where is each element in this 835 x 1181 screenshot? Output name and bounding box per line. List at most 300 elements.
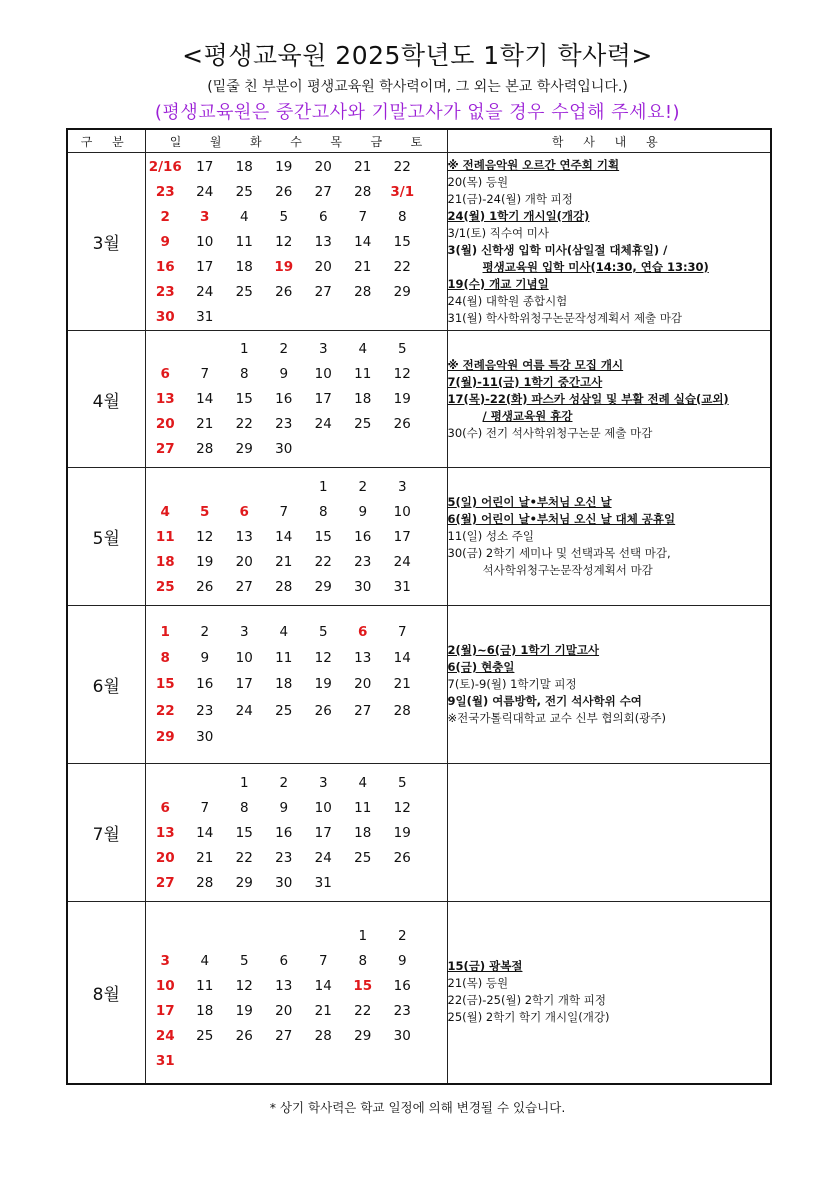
- header-section: 구 분: [67, 129, 145, 153]
- header-day: 일: [169, 134, 182, 149]
- day-cell: 9: [397, 952, 407, 969]
- day-cell: 4: [160, 503, 170, 520]
- day-cell: 18: [354, 391, 372, 407]
- event-item: 평생교육원 입학 미사(14:30, 연습 13:30): [482, 259, 709, 274]
- day-cell: 23: [275, 849, 293, 866]
- day-cell: 23: [155, 283, 175, 300]
- day-cell: 25: [354, 416, 372, 432]
- week-row: [146, 229, 447, 254]
- day-cell: 10: [235, 650, 253, 666]
- event-item: 6(금) 현충일: [447, 660, 515, 674]
- week-row: [146, 998, 447, 1023]
- page-title: <평생교육원 2025학년도 1학기 학사력>: [182, 41, 653, 70]
- day-cell: 6: [160, 366, 170, 382]
- week-row: [146, 524, 447, 549]
- day-cell: 19: [275, 158, 293, 175]
- header-day: 토: [410, 134, 423, 149]
- week-row: [146, 697, 447, 724]
- day-cell: 22: [235, 416, 253, 432]
- day-cell: 31: [155, 1052, 175, 1069]
- day-cell: 27: [275, 1027, 293, 1044]
- day-cell: 24: [314, 849, 332, 866]
- event-item: ※ 전례음악원 오르간 연주회 기획: [447, 157, 620, 172]
- week-row: [146, 845, 447, 870]
- day-cell: 26: [275, 283, 293, 300]
- month-row: [67, 606, 771, 764]
- month-events: [447, 153, 771, 331]
- day-cell: 8: [397, 208, 407, 225]
- day-cell: 28: [196, 874, 214, 891]
- week-row: [146, 387, 447, 412]
- day-cell: 7: [200, 366, 210, 382]
- month-row: [67, 902, 771, 1084]
- day-cell: 1: [239, 774, 249, 791]
- event-item: 31(월) 학사학위청구논문작성계획서 제출 마감: [447, 310, 683, 325]
- event-item: 24(월) 대학원 종합시험: [447, 293, 568, 308]
- day-cell: 4: [279, 624, 289, 640]
- week-row: [146, 474, 447, 499]
- day-cell: 23: [275, 416, 293, 432]
- day-cell: 29: [155, 729, 175, 745]
- week-row: [146, 645, 447, 671]
- week-row: [146, 304, 447, 329]
- day-cell: 9: [358, 503, 368, 520]
- day-cell: 1: [239, 341, 249, 357]
- event-item: 7(토)-9(월) 1학기말 피정: [447, 677, 577, 691]
- event-item: 석사학위청구논문작성계획서 마감: [482, 563, 653, 577]
- event-item: 30(금) 2학기 세미나 및 선택과목 선택 마감,: [447, 546, 671, 560]
- event-item: 21(목) 등원: [447, 976, 509, 991]
- day-cell: 2: [279, 341, 289, 357]
- day-cell: 17: [155, 1002, 175, 1019]
- day-cell: 21: [275, 553, 293, 570]
- day-cell: 27: [354, 702, 372, 719]
- day-cell: 16: [354, 528, 372, 545]
- day-cell: 21: [354, 258, 372, 275]
- week-row: [146, 1048, 447, 1073]
- day-cell: 4: [358, 341, 368, 357]
- day-cell: 2: [200, 624, 210, 640]
- day-cell: 4: [200, 952, 210, 969]
- day-cell: 8: [239, 799, 249, 816]
- event-item: 25(월) 2학기 학기 개시일(개강): [447, 1010, 610, 1025]
- day-cell: 13: [275, 977, 293, 994]
- calendar-body: [67, 153, 771, 1084]
- day-cell: 20: [354, 676, 372, 692]
- day-cell: 10: [393, 503, 411, 520]
- day-cell: 21: [196, 849, 214, 866]
- day-cell: 19: [393, 391, 411, 407]
- day-cell: 21: [314, 1002, 332, 1019]
- day-cell: 17: [196, 158, 214, 175]
- event-item: 5(일) 어린이 날•부처님 오신 날: [447, 495, 612, 509]
- month-label: 4월: [67, 331, 145, 468]
- day-cell: 11: [235, 233, 253, 250]
- month-label: 6월: [67, 606, 145, 764]
- week-row: [146, 279, 447, 304]
- day-cell: 13: [155, 824, 175, 841]
- day-cell: 18: [235, 158, 253, 175]
- week-row: [146, 337, 447, 362]
- day-cell: 1: [358, 927, 368, 944]
- header-row: [67, 129, 771, 153]
- day-cell: 29: [235, 441, 253, 457]
- month-row: [67, 153, 771, 331]
- day-cell: 16: [393, 977, 411, 994]
- day-cell: 30: [354, 578, 372, 595]
- event-item: ※전국가톨릭대학교 교수 신부 협의회(광주): [447, 711, 666, 725]
- day-cell: 11: [354, 799, 372, 816]
- day-cell: 20: [155, 416, 175, 432]
- event-item: / 평생교육원 휴강: [482, 408, 573, 423]
- day-cell: 25: [196, 1027, 214, 1044]
- day-cell: 21: [393, 676, 411, 692]
- day-cell: 30: [196, 729, 214, 745]
- day-cell: 9: [279, 799, 289, 816]
- day-cell: 28: [354, 183, 372, 200]
- day-cell: 21: [196, 416, 214, 432]
- week-row: [146, 1023, 447, 1048]
- day-cell: 5: [239, 952, 249, 969]
- day-cell: 18: [196, 1002, 214, 1019]
- day-cell: 26: [196, 578, 214, 595]
- month-events: [447, 331, 771, 468]
- day-cell: 29: [235, 874, 253, 891]
- day-cell: 24: [196, 183, 214, 200]
- day-cell: 12: [196, 528, 214, 545]
- day-cell: 23: [354, 553, 372, 570]
- day-cell: 2/16: [148, 158, 182, 175]
- month-events: [447, 902, 771, 1084]
- academic-calendar-table: [66, 128, 772, 1085]
- day-cell: 26: [275, 183, 293, 200]
- event-item: 22(금)-25(월) 2학기 개학 피정: [447, 993, 607, 1008]
- day-cell: 3: [318, 341, 328, 357]
- day-cell: 22: [393, 158, 411, 175]
- day-cell: 10: [155, 977, 175, 994]
- day-cell: 3: [239, 624, 249, 640]
- day-cell: 13: [155, 391, 175, 407]
- day-cell: 15: [353, 977, 373, 994]
- day-cell: 15: [235, 824, 253, 841]
- day-cell: 12: [393, 366, 411, 382]
- day-cell: 6: [279, 952, 289, 969]
- day-cell: 28: [393, 702, 411, 719]
- week-row: [146, 549, 447, 574]
- day-cell: 1: [160, 624, 170, 640]
- day-cell: 25: [235, 183, 253, 200]
- day-cell: 29: [314, 578, 332, 595]
- week-row: [146, 820, 447, 845]
- event-item: 17(목)-22(화) 파스카 성삼일 및 부활 전례 실습(교외): [447, 391, 729, 406]
- day-cell: 26: [393, 416, 411, 432]
- event-item: 24(월) 1학기 개시일(개강): [447, 208, 590, 223]
- day-cell: 27: [235, 578, 253, 595]
- day-cell: 26: [235, 1027, 253, 1044]
- event-item: ※ 전례음악원 여름 특강 모집 개시: [447, 357, 624, 372]
- day-cell: 6: [160, 799, 170, 816]
- day-cell: 29: [393, 283, 411, 300]
- day-cell: 25: [155, 578, 175, 595]
- day-cell: 12: [235, 977, 253, 994]
- day-cell: 6: [239, 503, 249, 520]
- day-cell: 23: [155, 183, 175, 200]
- day-cell: 18: [235, 258, 253, 275]
- day-cell: 20: [314, 158, 332, 175]
- day-cell: 30: [155, 308, 175, 325]
- day-cell: 7: [279, 503, 289, 520]
- footnote: * 상기 학사력은 학교 일정에 의해 변경될 수 있습니다.: [269, 1100, 566, 1115]
- day-cell: 22: [393, 258, 411, 275]
- day-cell: 22: [155, 702, 175, 719]
- event-item: 3/1(토) 직수여 미사: [447, 225, 549, 240]
- day-cell: 28: [354, 283, 372, 300]
- day-cell: 24: [196, 283, 214, 300]
- day-cell: 4: [239, 208, 249, 225]
- month-days: [145, 331, 447, 468]
- day-cell: 12: [314, 650, 332, 666]
- event-item: 11(일) 성소 주일: [447, 529, 534, 543]
- day-cell: 11: [196, 977, 214, 994]
- day-cell: 26: [314, 702, 332, 719]
- day-cell: 22: [354, 1002, 372, 1019]
- event-item: 19(수) 개교 기념일: [447, 276, 549, 291]
- day-cell: 19: [196, 553, 214, 570]
- day-cell: 20: [155, 849, 175, 866]
- day-cell: 28: [314, 1027, 332, 1044]
- day-cell: 17: [196, 258, 214, 275]
- week-row: [146, 204, 447, 229]
- day-cell: 21: [354, 158, 372, 175]
- month-days: [145, 764, 447, 902]
- day-cell: 19: [274, 258, 294, 275]
- day-cell: 2: [279, 774, 289, 791]
- week-row: [146, 973, 447, 998]
- day-cell: 3: [397, 478, 407, 495]
- header-day: 월: [209, 134, 222, 149]
- day-cell: 19: [314, 676, 332, 692]
- day-cell: 16: [275, 391, 293, 407]
- event-item: 9일(월) 여름방학, 전기 석사학위 수여: [447, 694, 642, 708]
- day-cell: 5: [279, 208, 289, 225]
- day-cell: 19: [393, 824, 411, 841]
- day-cell: 22: [235, 849, 253, 866]
- day-cell: 5: [397, 774, 407, 791]
- day-cell: 11: [155, 528, 175, 545]
- day-cell: 1: [318, 478, 328, 495]
- day-cell: 5: [200, 503, 210, 520]
- day-cell: 30: [275, 874, 293, 891]
- week-row: [146, 362, 447, 387]
- month-events: [447, 606, 771, 764]
- month-label: 7월: [67, 764, 145, 902]
- week-row: [146, 870, 447, 895]
- day-cell: 13: [354, 650, 372, 666]
- day-cell: 17: [393, 528, 411, 545]
- day-cell: 29: [354, 1027, 372, 1044]
- day-cell: 7: [318, 952, 328, 969]
- subtitle-note: (밑줄 친 부분이 평생교육원 학사력이며, 그 외는 본교 학사력입니다.): [207, 79, 628, 95]
- month-label: 3월: [67, 153, 145, 331]
- day-cell: 24: [235, 702, 253, 719]
- day-cell: 18: [155, 553, 175, 570]
- day-cell: 20: [275, 1002, 293, 1019]
- day-cell: 5: [397, 341, 407, 357]
- day-cell: 25: [354, 849, 372, 866]
- month-days: [145, 153, 447, 331]
- day-cell: 23: [196, 702, 214, 719]
- month-events: [447, 468, 771, 606]
- week-row: [146, 795, 447, 820]
- month-events: [447, 764, 771, 902]
- day-cell: 18: [354, 824, 372, 841]
- day-cell: 27: [314, 283, 332, 300]
- day-cell: 15: [235, 391, 253, 407]
- day-cell: 7: [397, 624, 407, 640]
- day-cell: 30: [393, 1027, 411, 1044]
- week-row: [146, 724, 447, 750]
- day-cell: 25: [275, 702, 293, 719]
- day-cell: 7: [200, 799, 210, 816]
- day-cell: 3: [318, 774, 328, 791]
- header-day: 금: [370, 134, 383, 149]
- subtitle-highlight: (평생교육원은 중간고사와 기말고사가 없을 경우 수업해 주세요!): [154, 102, 681, 123]
- day-cell: 7: [358, 208, 368, 225]
- day-cell: 31: [314, 874, 332, 891]
- day-cell: 13: [235, 528, 253, 545]
- day-cell: 3: [160, 952, 170, 969]
- day-cell: 15: [314, 528, 332, 545]
- month-label: 5월: [67, 468, 145, 606]
- day-cell: 23: [393, 1002, 411, 1019]
- day-cell: 24: [393, 553, 411, 570]
- day-cell: 16: [155, 258, 175, 275]
- day-cell: 8: [160, 650, 170, 666]
- day-cell: 14: [354, 233, 372, 250]
- day-cell: 9: [160, 233, 170, 250]
- event-item: 20(목) 등원: [447, 174, 509, 189]
- day-cell: 14: [314, 977, 332, 994]
- day-cell: 19: [235, 1002, 253, 1019]
- day-cell: 4: [358, 774, 368, 791]
- header-events: 학 사 내 용: [447, 129, 771, 153]
- event-item: 21(금)-24(월) 개학 피정: [447, 191, 573, 206]
- month-row: [67, 764, 771, 902]
- header-day: 화: [250, 134, 262, 149]
- day-cell: 14: [275, 528, 293, 545]
- day-cell: 31: [196, 308, 214, 325]
- week-row: [146, 770, 447, 795]
- day-cell: 27: [155, 874, 175, 891]
- day-cell: 6: [318, 208, 328, 225]
- week-row: [146, 254, 447, 279]
- week-row: [146, 154, 447, 179]
- month-row: [67, 468, 771, 606]
- day-cell: 25: [235, 283, 253, 300]
- week-row: [146, 619, 447, 645]
- week-row: [146, 574, 447, 599]
- day-cell: 14: [196, 824, 214, 841]
- event-item: 30(수) 전기 석사학위청구논문 제출 마감: [447, 425, 653, 440]
- day-cell: 28: [196, 441, 214, 457]
- day-cell: 11: [354, 366, 372, 382]
- day-cell: 15: [393, 233, 411, 250]
- week-row: [146, 412, 447, 437]
- day-cell: 22: [314, 553, 332, 570]
- day-cell: 17: [235, 676, 253, 692]
- event-item: 2(월)~6(금) 1학기 기말고사: [447, 643, 600, 657]
- header-day: 목: [330, 134, 342, 149]
- header-days: [145, 129, 447, 153]
- day-cell: 14: [393, 650, 411, 666]
- month-label: 8월: [67, 902, 145, 1084]
- day-cell: 8: [239, 366, 249, 382]
- day-cell: 10: [314, 366, 332, 382]
- day-cell: 16: [196, 676, 214, 692]
- day-cell: 27: [155, 441, 175, 457]
- day-cell: 24: [155, 1027, 175, 1044]
- day-cell: 9: [279, 366, 289, 382]
- day-cell: 14: [196, 391, 214, 407]
- day-cell: 2: [160, 208, 170, 225]
- day-cell: 26: [393, 849, 411, 866]
- day-cell: 20: [235, 553, 253, 570]
- day-cell: 8: [318, 503, 328, 520]
- day-cell: 12: [393, 799, 411, 816]
- day-cell: 16: [275, 824, 293, 841]
- day-cell: 24: [314, 416, 332, 432]
- day-cell: 2: [358, 478, 368, 495]
- month-days: [145, 606, 447, 764]
- day-cell: 3: [200, 208, 210, 225]
- event-item: 3(월) 신학생 입학 미사(삼일절 대체휴일) /: [447, 242, 668, 257]
- day-cell: 10: [196, 233, 214, 250]
- day-cell: 12: [275, 233, 293, 250]
- day-cell: 13: [314, 233, 332, 250]
- month-days: [145, 902, 447, 1084]
- day-cell: 2: [397, 927, 407, 944]
- day-cell: 6: [358, 624, 368, 640]
- day-cell: 28: [275, 578, 293, 595]
- day-cell: 30: [275, 441, 293, 457]
- day-cell: 17: [314, 391, 332, 407]
- day-cell: 31: [393, 578, 411, 595]
- day-cell: 20: [314, 258, 332, 275]
- month-row: [67, 331, 771, 468]
- day-cell: 11: [275, 650, 293, 666]
- event-item: 7(월)-11(금) 1학기 중간고사: [447, 374, 603, 389]
- day-cell: 3/1: [390, 183, 415, 200]
- week-row: [146, 499, 447, 524]
- month-days: [145, 468, 447, 606]
- day-cell: 27: [314, 183, 332, 200]
- event-item: 6(월) 어린이 날•부처님 오신 날 대체 공휴일: [447, 512, 676, 526]
- week-row: [146, 179, 447, 204]
- week-row: [146, 671, 447, 697]
- day-cell: 17: [314, 824, 332, 841]
- week-row: [146, 923, 447, 948]
- day-cell: 10: [314, 799, 332, 816]
- day-cell: 18: [275, 676, 293, 692]
- day-cell: 9: [200, 650, 210, 666]
- week-row: [146, 948, 447, 973]
- week-row: [146, 437, 447, 462]
- header-day: 수: [290, 134, 302, 149]
- event-item: 15(금) 광복절: [447, 959, 523, 974]
- day-cell: 8: [358, 952, 368, 969]
- day-cell: 5: [318, 624, 328, 640]
- day-cell: 15: [155, 676, 175, 692]
